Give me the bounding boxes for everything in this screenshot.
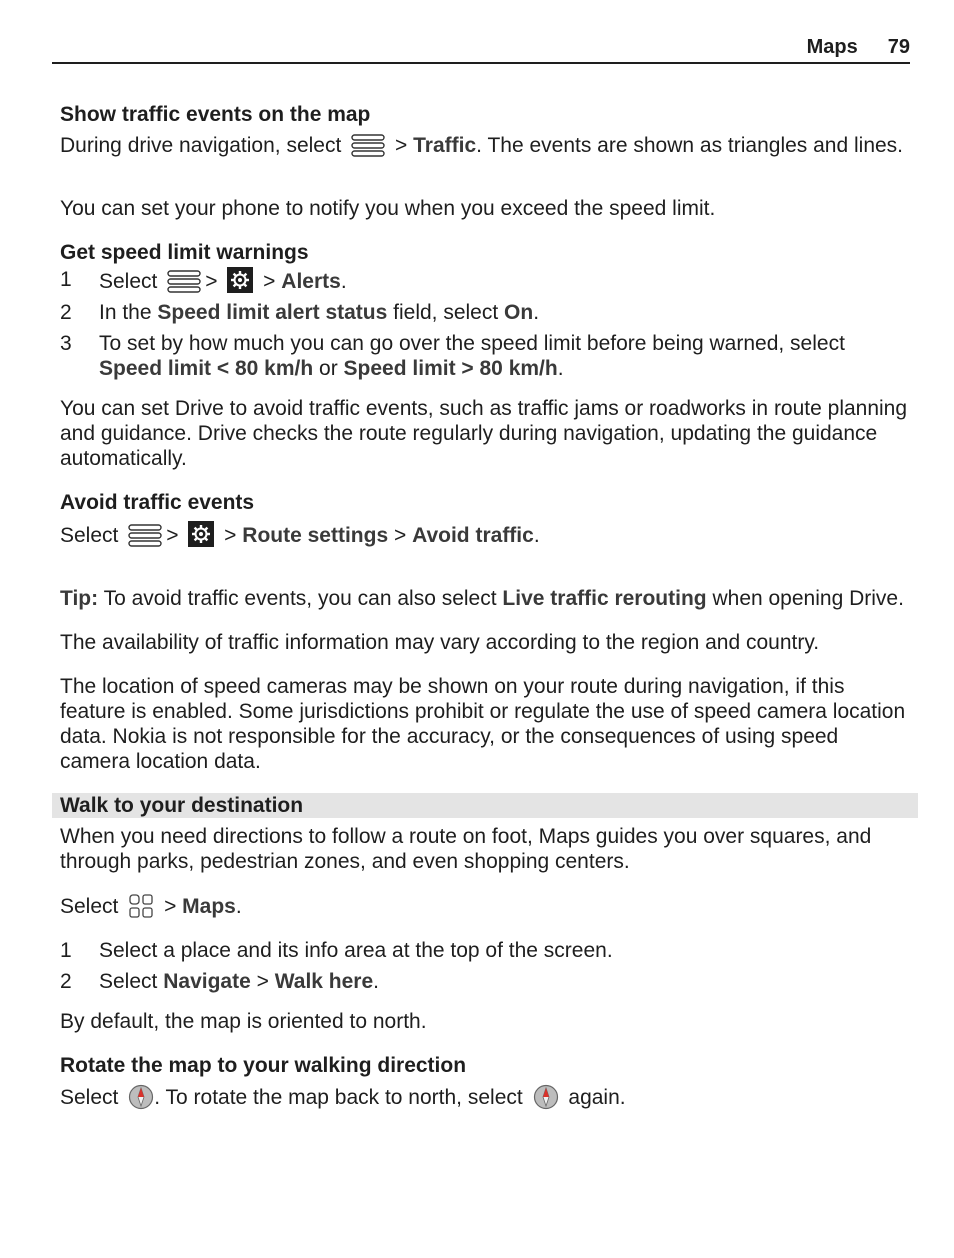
- apps-icon: [128, 893, 154, 919]
- avoid-heading: Avoid traffic events: [60, 491, 255, 514]
- rotate-heading: Rotate the map to your walking direction: [60, 1054, 467, 1077]
- alert-status-field: Speed limit alert status: [157, 301, 388, 324]
- walk-here-option: Walk here: [274, 970, 374, 993]
- list-item: [60, 300, 910, 325]
- speed-option-above: Speed limit > 80 km/h: [343, 357, 558, 380]
- walk-select: Select > Maps.: [60, 895, 242, 918]
- north-text: By default, the map is oriented to north.: [60, 1010, 427, 1033]
- traffic-heading: Show traffic events on the map: [60, 103, 371, 126]
- speed-steps: [60, 267, 910, 381]
- traffic-text: During drive navigation, select: [60, 134, 342, 157]
- menu-icon: [167, 270, 201, 294]
- rotate-instruction: Select . To rotate the map back to north, select again.: [60, 1086, 626, 1109]
- traffic-option: Traffic: [413, 134, 477, 157]
- list-item: [60, 938, 910, 963]
- navigate-option: Navigate: [163, 970, 251, 993]
- traffic-paragraph: [60, 133, 910, 158]
- step-text: To set by how much you can go over the speed limit before being warned, select Speed limit < 80 km/h or Speed limit > 80 km/h.: [99, 332, 845, 380]
- avoid-intro: You can set Drive to avoid traffic events, such as traffic jams or roadworks in route planning and guidance. Drive checks the route regularly during navigation, updating the guidance automatically.: [60, 397, 908, 470]
- section-title: Maps: [806, 36, 858, 58]
- on-option: On: [504, 301, 534, 324]
- settings-icon: [188, 521, 214, 547]
- step-text: Select Navigate > Walk here.: [99, 970, 379, 993]
- step-number: 2: [60, 301, 72, 324]
- step-number: 3: [60, 332, 72, 355]
- avoid-traffic-option: Avoid traffic: [412, 524, 534, 547]
- alerts-option: Alerts: [281, 270, 341, 293]
- avoid-instruction: Select > > Route settings > Avoid traffic.: [60, 521, 910, 548]
- compass-icon: [533, 1084, 559, 1110]
- speed-option-below: Speed limit < 80 km/h: [99, 357, 314, 380]
- menu-icon: [351, 134, 385, 158]
- step-number: 1: [60, 939, 72, 962]
- maps-option: Maps: [182, 895, 236, 918]
- walk-intro: When you need directions to follow a route on foot, Maps guides you over squares, and through parks, pedestrian zones, and even shopping centers.: [60, 825, 872, 873]
- compass-icon: [128, 1084, 154, 1110]
- step-number: 1: [60, 268, 72, 291]
- page-content: [60, 102, 910, 1110]
- page-header: [52, 36, 910, 64]
- tip-paragraph: Tip: To avoid traffic events, you can also select Live traffic rerouting when opening Drive.: [60, 587, 904, 610]
- live-traffic-option: Live traffic rerouting: [502, 587, 707, 610]
- step-number: 2: [60, 970, 72, 993]
- speed-heading: Get speed limit warnings: [60, 241, 309, 264]
- tip-label: Tip:: [60, 587, 99, 610]
- cameras-text: The location of speed cameras may be shown on your route during navigation, if this feature is enabled. Some jurisdictions prohibit or regulate the use of speed camera location data. Nokia is not responsible for the accuracy, or the consequences of using speed camera location data.: [60, 675, 906, 773]
- list-item: [60, 267, 910, 294]
- speed-intro: You can set your phone to notify you when you exceed the speed limit.: [60, 197, 716, 220]
- list-item: [60, 331, 910, 381]
- menu-icon: [128, 524, 162, 548]
- settings-icon: [227, 267, 253, 293]
- route-settings-option: Route settings: [242, 524, 389, 547]
- availability-text: The availability of traffic information may vary according to the region and country.: [60, 631, 820, 654]
- page-number: 79: [887, 36, 910, 58]
- step-text: Select a place and its info area at the top of the screen.: [99, 939, 613, 962]
- walk-steps: [60, 938, 910, 994]
- walk-heading: Walk to your destination: [52, 793, 918, 818]
- separator: >: [395, 134, 408, 157]
- traffic-text-after: . The events are shown as triangles and lines.: [476, 134, 904, 157]
- step-text: In the Speed limit alert status field, select On.: [99, 301, 540, 324]
- step-text: Select > > Alerts.: [99, 267, 910, 294]
- list-item: [60, 969, 910, 994]
